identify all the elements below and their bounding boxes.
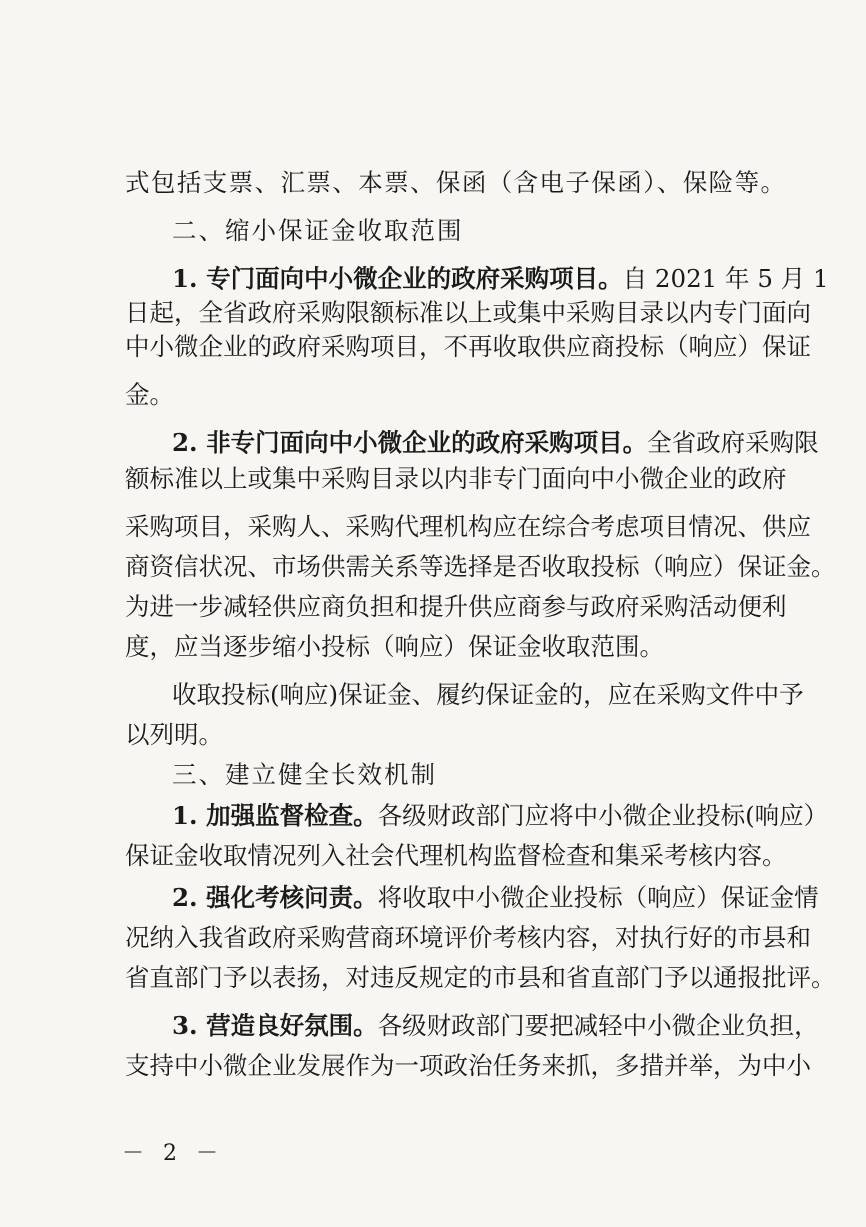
section-heading-3: 三、建立健全长效机制 [172,760,437,789]
text-line: 以列明。 [125,720,223,749]
text-line: 为进一步减轻供应商负担和提升供应商参与政府采购活动便利 [125,592,787,621]
page-number: － 2 － [122,1141,224,1166]
item-line [172,1010,819,1042]
text-line: 式包括支票、汇票、本票、保函（含电子保函）、保险等。 [125,168,785,197]
text-line: 额标准以上或集中采购目录以内非专门面向中小微企业的政府 [125,464,787,493]
text-line: 保证金收取情况列入社会代理机构监督检查和集采考核内容。 [125,841,787,870]
text-line: 中小微企业的政府采购项目，不再收取供应商投标（响应）保证 [125,332,811,361]
section-heading-2: 二、缩小保证金收取范围 [172,216,464,245]
item-text: 各级财政部门应将中小微企业投标(响应） [377,801,829,830]
item-line [172,427,819,459]
item-title: 1. 加强监督检查。 [172,801,378,830]
item-title: 1. 专门面向中小微企业的政府采购项目。 [172,264,623,293]
item-line [172,882,819,914]
text-line: 商资信状况、市场供需关系等选择是否收取投标（响应）保证金。 [125,552,836,581]
item-text: 将收取中小微企业投标（响应）保证金情 [377,883,819,912]
text-line: 日起，全省政府采购限额标准以上或集中采购目录以内专门面向 [125,298,811,327]
item-line [172,263,829,295]
item-title: 2. 非专门面向中小微企业的政府采购项目。 [172,428,648,457]
text-line: 省直部门予以表扬，对违反规定的市县和省直部门予以通报批评。 [125,963,836,992]
text-line: 支持中小微企业发展作为一项政治任务来抓，多措并举，为中小 [125,1051,811,1080]
text-line: 况纳入我省政府采购营商环境评价考核内容，对执行好的市县和 [125,923,811,952]
item-line [172,800,829,832]
text-line: 收取投标(响应)保证金、履约保证金的，应在采购文件中予 [172,680,804,709]
text-line: 采购项目，采购人、采购代理机构应在综合考虑项目情况、供应 [125,512,811,541]
text-line: 金。 [125,380,174,409]
item-text: 各级财政部门要把减轻中小微企业负担， [377,1011,819,1040]
item-text: 自 2021 年 5 月 1 [622,264,829,293]
item-title: 2. 强化考核问责。 [172,883,378,912]
item-title: 3. 营造良好氛围。 [172,1011,378,1040]
text-line: 度，应当逐步缩小投标（响应）保证金收取范围。 [125,632,664,661]
item-text: 全省政府采购限 [647,428,819,457]
